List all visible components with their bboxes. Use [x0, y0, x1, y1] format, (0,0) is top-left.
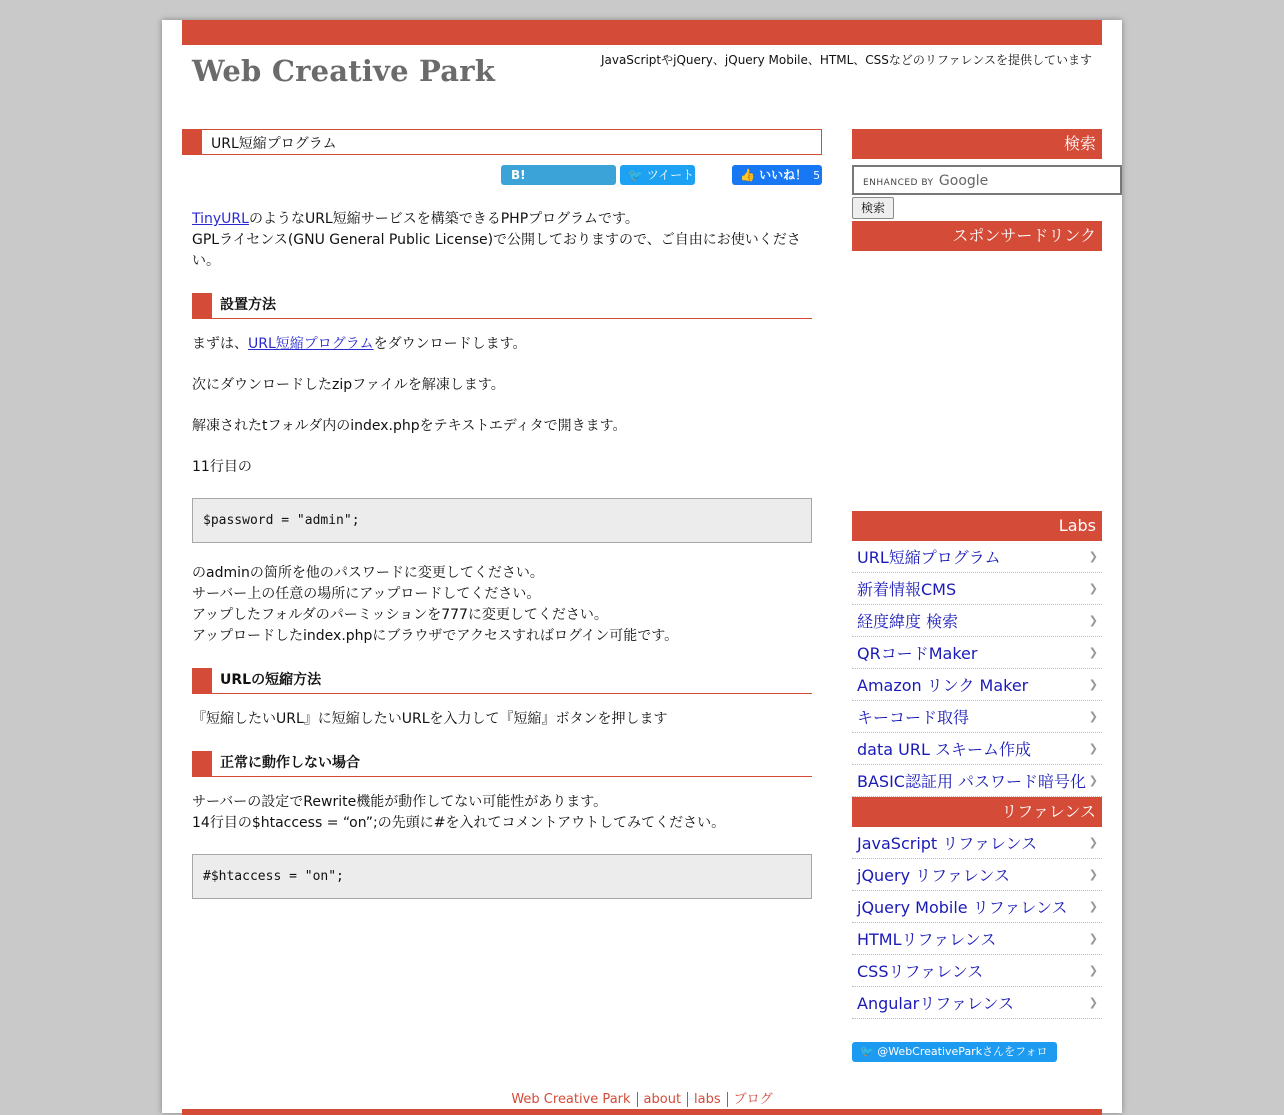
code-block-password: $password = "admin";	[192, 498, 812, 543]
setup-step-unzip: 次にダウンロードしたzipファイルを解凍します。	[192, 377, 505, 393]
labs-item-label: data URL スキーム作成	[857, 740, 1031, 759]
page	[162, 20, 1122, 1113]
labs-item[interactable]	[852, 541, 1102, 573]
chevron-right-icon: ❯	[1088, 646, 1098, 659]
labs-item-label: BASIC認証用 パスワード暗号化	[857, 772, 1087, 791]
chevron-right-icon: ❯	[1088, 996, 1098, 1009]
labs-item-label: QRコードMaker	[857, 644, 978, 663]
page-title: URL短縮プログラム	[211, 136, 337, 152]
labs-item[interactable]	[852, 733, 1102, 765]
labs-item-label: 経度緯度 検索	[857, 612, 959, 631]
hatena-bookmark-count: 33	[585, 189, 600, 202]
reference-item[interactable]	[852, 923, 1102, 955]
tweet-label: ツイート	[646, 168, 695, 182]
hatena-bookmark-label: B! Bookmark	[511, 168, 580, 202]
labs-heading: Labs	[852, 511, 1102, 541]
footer-link-blog[interactable]: ブログ	[727, 1092, 779, 1107]
footer-bar	[182, 1109, 1102, 1115]
site-tagline: JavaScriptやjQuery、jQuery Mobile、HTML、CSSなどのリファレンスを提供しています	[600, 53, 1092, 67]
setup-step-download	[192, 334, 812, 355]
ad-space	[852, 251, 1102, 511]
labs-item[interactable]	[852, 573, 1102, 605]
setup-step-open: 解凍されたtフォルダ内のindex.phpをテキストエディタで開きます。	[192, 418, 627, 434]
header-bar	[182, 20, 1102, 45]
chevron-right-icon: ❯	[1088, 868, 1098, 881]
twitter-bird-icon: 🐦	[860, 1045, 874, 1058]
footer-link-about[interactable]: about	[637, 1092, 688, 1107]
section-title: 正常に動作しない場合	[220, 755, 360, 771]
section-heading-shorten	[192, 668, 812, 694]
tinyurl-link[interactable]: TinyURL	[192, 211, 249, 227]
setup-step-upload: サーバー上の任意の場所にアップロードしてください。	[192, 586, 541, 602]
reference-heading: リファレンス	[852, 797, 1102, 827]
chevron-right-icon: ❯	[1088, 774, 1098, 787]
section-marker	[192, 668, 212, 693]
section-heading-trouble	[192, 751, 812, 777]
labs-item[interactable]	[852, 701, 1102, 733]
labs-list	[852, 541, 1102, 797]
reference-item[interactable]	[852, 827, 1102, 859]
section-marker	[192, 751, 212, 776]
reference-item[interactable]	[852, 955, 1102, 987]
labs-item[interactable]	[852, 637, 1102, 669]
thumbs-up-icon: 👍	[740, 168, 755, 182]
setup-text: をダウンロードします。	[373, 336, 527, 352]
follow-label: @WebCreativeParkさんをフォロー	[860, 1045, 1048, 1078]
labs-item-label: URL短縮プログラム	[857, 548, 1001, 567]
labs-item[interactable]	[852, 669, 1102, 701]
chevron-right-icon: ❯	[1088, 932, 1098, 945]
like-label: いいね！	[759, 168, 808, 182]
google-brand-text: Google	[938, 173, 989, 189]
sidebar	[852, 129, 1102, 1078]
heading-marker	[183, 130, 202, 154]
setup-step-login: アップロードしたindex.phpにブラウザでアクセスすればログイン可能です。	[192, 628, 679, 644]
setup-step-line: 11行目の	[192, 459, 252, 475]
footer-link-labs[interactable]: labs	[687, 1092, 727, 1107]
reference-item[interactable]	[852, 891, 1102, 923]
trouble-text-2: 14行目の$htaccess = “on”;の先頭に#を入れてコメントアウトしてみてください。	[192, 815, 726, 831]
article-body	[192, 209, 812, 919]
reference-item[interactable]	[852, 859, 1102, 891]
twitter-bird-icon: 🐦	[628, 168, 643, 182]
reference-item-label: Angularリファレンス	[857, 994, 1015, 1013]
labs-item-label: キーコード取得	[857, 708, 970, 727]
twitter-follow-button[interactable]	[852, 1042, 1057, 1078]
setup-step-change-password: のadminの箇所を他のパスワードに変更してください。	[192, 565, 544, 581]
chevron-right-icon: ❯	[1088, 582, 1098, 595]
chevron-right-icon: ❯	[1088, 550, 1098, 563]
search-button[interactable]: 検索	[852, 197, 894, 219]
chevron-right-icon: ❯	[1088, 614, 1098, 627]
reference-item-label: jQuery Mobile リファレンス	[857, 898, 1068, 917]
reference-item-label: CSSリファレンス	[857, 962, 984, 981]
like-count: 5	[813, 169, 821, 182]
trouble-text-1: サーバーの設定でRewrite機能が動作してない可能性があります。	[192, 794, 608, 810]
section-title: 設置方法	[220, 297, 276, 313]
tweet-button[interactable]	[620, 165, 695, 185]
intro-paragraph	[192, 209, 812, 230]
labs-item-label: Amazon リンク Maker	[857, 676, 1029, 695]
labs-item-label: 新着情報CMS	[857, 580, 957, 599]
section-marker	[192, 293, 212, 318]
labs-item[interactable]	[852, 765, 1102, 797]
site-title[interactable]: Web Creative Park	[192, 54, 496, 88]
reference-item-label: HTMLリファレンス	[857, 930, 997, 949]
labs-item[interactable]	[852, 605, 1102, 637]
hatena-bookmark-button[interactable]	[501, 165, 616, 202]
footer-link-home[interactable]: Web Creative Park	[511, 1092, 631, 1107]
chevron-right-icon: ❯	[1088, 964, 1098, 977]
reference-item[interactable]	[852, 987, 1102, 1019]
search-input[interactable]	[852, 165, 1122, 195]
main-column	[182, 129, 822, 884]
enhanced-by-text: ENHANCED BY	[863, 178, 934, 188]
google-enhanced-watermark	[863, 173, 988, 189]
reference-item-label: JavaScript リファレンス	[857, 834, 1038, 853]
search-form	[852, 159, 1102, 221]
page-title-box	[182, 129, 822, 155]
download-link[interactable]: URL短縮プログラム	[248, 336, 374, 352]
reference-list	[852, 827, 1102, 1019]
chevron-right-icon: ❯	[1088, 710, 1098, 723]
setup-text: まずは、	[192, 336, 248, 352]
chevron-right-icon: ❯	[1088, 742, 1098, 755]
chevron-right-icon: ❯	[1088, 836, 1098, 849]
sponsored-heading: スポンサードリンク	[852, 221, 1102, 251]
chevron-right-icon: ❯	[1088, 900, 1098, 913]
chevron-right-icon: ❯	[1088, 678, 1098, 691]
search-heading: 検索	[852, 129, 1102, 159]
shorten-instructions: 『短縮したいURL』に短縮したいURLを入力して『短縮』ボタンを押します	[192, 711, 668, 727]
intro-license: GPLライセンス(GNU General Public License)で公開しておりますので、ご自由にお使いください。	[192, 232, 801, 269]
setup-step-permission: アップしたフォルダのパーミッションを777に変更してください。	[192, 607, 608, 623]
intro-text: のようなURL短縮サービスを構築できるPHPプログラムです。	[248, 211, 639, 227]
section-heading-setup	[192, 293, 812, 319]
code-block-htaccess: #$htaccess = "on";	[192, 854, 812, 899]
reference-item-label: jQuery リファレンス	[857, 866, 1010, 885]
section-title: URLの短縮方法	[220, 672, 322, 688]
footer-nav	[162, 1088, 1122, 1107]
facebook-like-button[interactable]	[732, 165, 822, 185]
